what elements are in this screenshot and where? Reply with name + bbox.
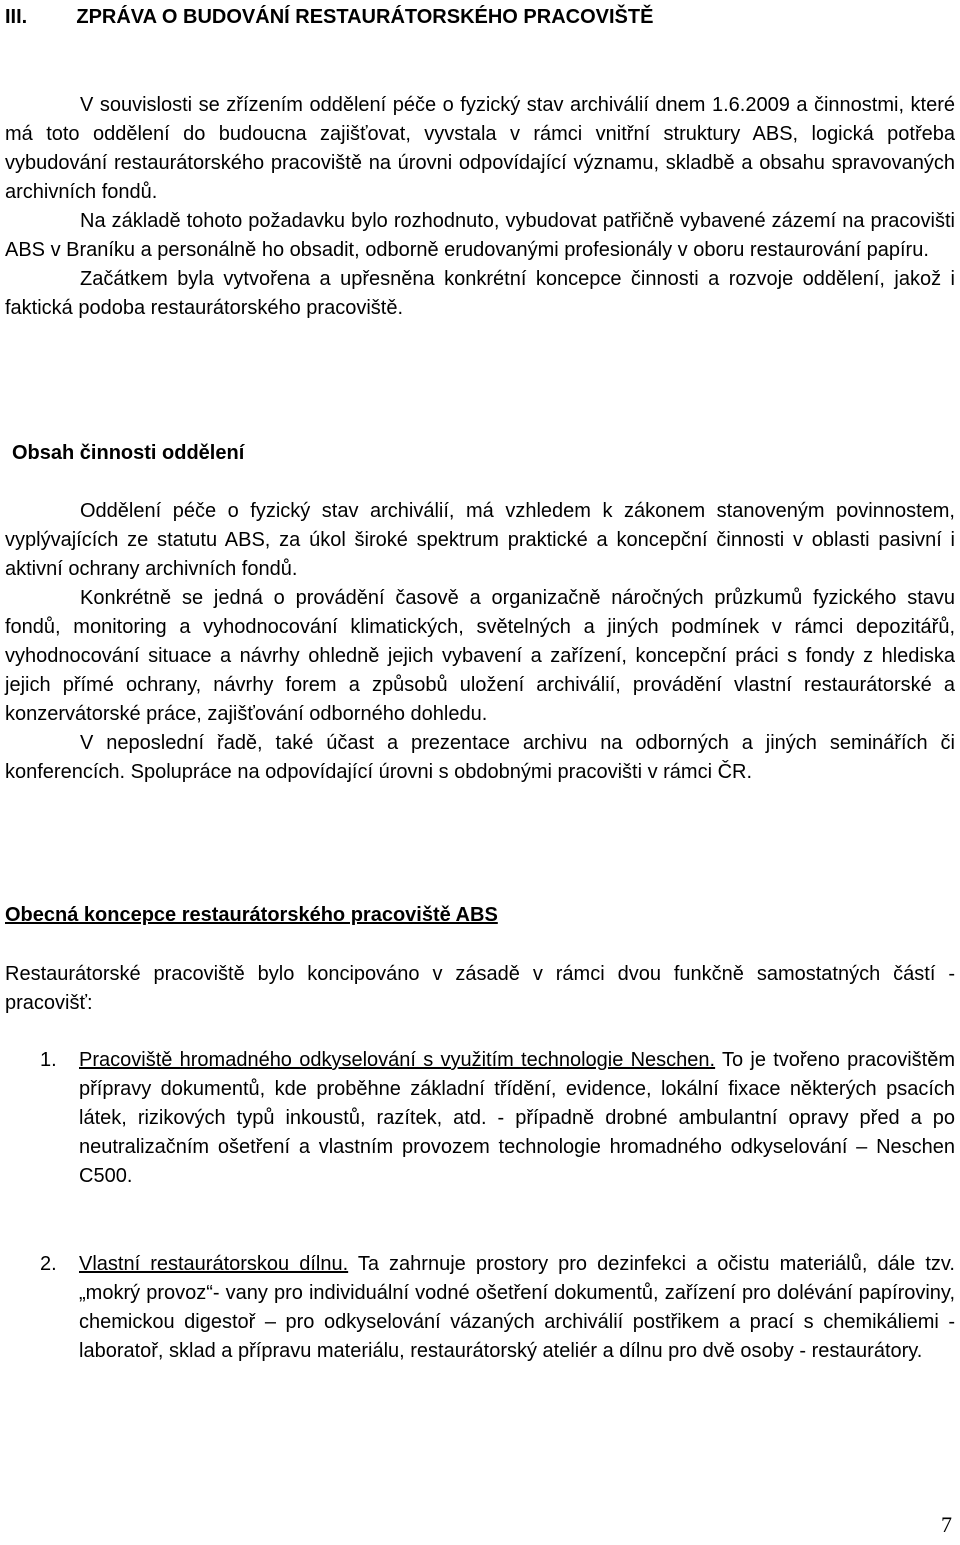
list-item-1 — [79, 1046, 955, 1191]
chapter-roman: III. — [5, 6, 28, 28]
list-item-1-number: 1. — [40, 1049, 57, 1071]
list-item-2-number: 2. — [40, 1253, 57, 1275]
section-heading-koncepce: Obecná koncepce restaurátorského pracoviště ABS — [5, 904, 498, 926]
intro-paragraph-2: Na základě tohoto požadavku bylo rozhodnuto, vybudovat patřičně vybavené zázemí na pracovišti ABS v Braníku a personálně ho obsadit, odborně erudovanými profesionály v oboru restaurování papíru. — [5, 210, 955, 261]
intro-paragraph-3: Začátkem byla vytvořena a upřesněna konkrétní koncepce činnosti a rozvoje oddělení, jakož i faktická podoba restaurátorského pracoviště. — [5, 268, 955, 319]
intro-block — [5, 91, 955, 323]
intro-paragraph-1: V souvislosti se zřízením oddělení péče o fyzický stav archiválií dnem 1.6.2009 a činnostmi, které má toto oddělení do budoucna zajišťovat, vyvstala v rámci vnitřní struktury ABS, logická potřeba vybudování restaurátorského pracoviště na úrovni odpovídající významu, skladbě a obsahu spravovaných archivních fondů. — [5, 94, 955, 203]
chapter-title: ZPRÁVA O BUDOVÁNÍ RESTAURÁTORSKÉHO PRACOVIŠTĚ — [76, 6, 654, 28]
list-item-1-title: Pracoviště hromadného odkyselování s využitím technologie Neschen. — [79, 1049, 716, 1071]
list-item-2 — [79, 1250, 955, 1366]
section1-paragraph-1: Oddělení péče o fyzický stav archiválií, má vzhledem k zákonem stanoveným povinnostem, vyplývajících ze statutu ABS, za úkol široké spektrum praktické a koncepční činnosti v oblasti pasivní i aktivní ochrany archivních fondů. — [5, 500, 955, 580]
list-item-2-title: Vlastní restaurátorskou dílnu. — [79, 1253, 349, 1275]
section-heading-obsah: Obsah činnosti oddělení — [12, 442, 245, 464]
chapter-heading — [5, 5, 653, 29]
page-number: 7 — [941, 1512, 952, 1537]
section1-block — [5, 497, 955, 787]
list-item-1-text: To je tvořeno pracovištěm přípravy dokumentů, kde proběhne základní třídění, evidence, lokální fixace některých psacích látek, rizikových typů inkoustů, razítek, atd. - případně drobné ambulantní opravy před a po neutralizačním ošetření a vlastním provozem technologie hromadného odkyselování – Neschen C500. — [79, 1049, 955, 1187]
section1-paragraph-3: V neposlední řadě, také účast a prezentace archivu na odborných a jiných seminářích či konferencích. Spolupráce na odpovídající úrovni s obdobnými pracovišti v rámci ČR. — [5, 732, 955, 783]
list-item-2-text: Ta zahrnuje prostory pro dezinfekci a očistu materiálů, dále tzv. „mokrý provoz“- vany pro individuální vodné ošetření dokumentů, zařízení pro dolévání papíroviny, chemickou digestoř – pro odkyselování vázaných archiválií postřikem a prací s chemikáliemi - laboratoř, sklad a přípravu materiálu, restaurátorský ateliér a dílnu pro dvě osoby - restaurátory. — [79, 1253, 955, 1362]
section1-paragraph-2: Konkrétně se jedná o provádění časově a organizačně náročných průzkumů fyzického stavu fondů, monitoring a vyhodnocování klimatických, světelných a jiných podmínek v rámci depozitářů, vyhodnocování situace a návrhy ohledně jejich vybavení a zařízení, koncepční práci s fondy z hlediska jejich přímé ochrany, návrhy forem a způsobů uložení archiválií, provádění vlastní restaurátorské a konzervátorské práce, zajišťování odborného dohledu. — [5, 587, 955, 725]
section2-intro: Restaurátorské pracoviště bylo koncipováno v zásadě v rámci dvou funkčně samostatných částí - pracovišť: — [5, 963, 955, 1014]
